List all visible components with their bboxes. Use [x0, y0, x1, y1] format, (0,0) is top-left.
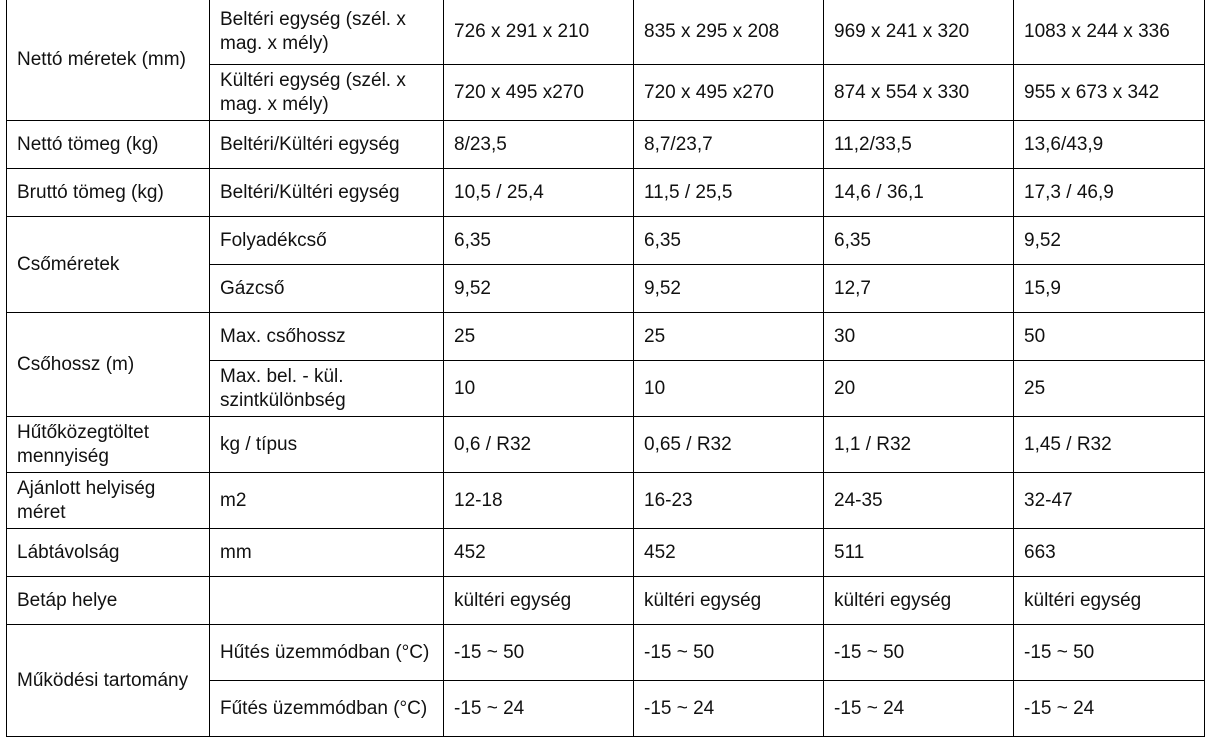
row-label-pipe-sizes: Csőméretek — [7, 217, 210, 313]
row-label-operating-range: Működési tartomány — [7, 625, 210, 737]
table-cell: 10,5 / 25,4 — [444, 169, 634, 217]
table-cell: -15 ~ 24 — [824, 681, 1014, 737]
table-cell: 955 x 673 x 342 — [1014, 65, 1205, 121]
table-cell: 32-47 — [1014, 473, 1205, 529]
table-cell: 50 — [1014, 313, 1205, 361]
table-cell: 25 — [634, 313, 824, 361]
row-label-net-weight: Nettó tömeg (kg) — [7, 121, 210, 169]
sub-label-indoor-unit: Beltéri egység (szél. x mag. x mély) — [210, 0, 444, 65]
table-cell: 6,35 — [824, 217, 1014, 265]
table-row — [7, 121, 1205, 169]
table-cell: 10 — [634, 361, 824, 417]
table-row — [7, 529, 1205, 577]
sub-label-liquid-pipe: Folyadékcső — [210, 217, 444, 265]
table-cell: 13,6/43,9 — [1014, 121, 1205, 169]
row-label-room-size: Ajánlott helyiség méret — [7, 473, 210, 529]
table-cell: -15 ~ 24 — [1014, 681, 1205, 737]
table-cell: -15 ~ 24 — [444, 681, 634, 737]
sub-label-cooling-mode: Hűtés üzemmódban (°C) — [210, 625, 444, 681]
table-cell: 663 — [1014, 529, 1205, 577]
sub-label-heating-mode: Fűtés üzemmódban (°C) — [210, 681, 444, 737]
table-cell: 14,6 / 36,1 — [824, 169, 1014, 217]
table-cell: kültéri egység — [824, 577, 1014, 625]
table-row — [7, 417, 1205, 473]
sub-label-outdoor-unit: Kültéri egység (szél. x mag. x mély) — [210, 65, 444, 121]
table-cell: 0,6 / R32 — [444, 417, 634, 473]
sub-label-refrigerant: kg / típus — [210, 417, 444, 473]
table-cell: 9,52 — [444, 265, 634, 313]
table-row — [7, 313, 1205, 361]
table-cell: 874 x 554 x 330 — [824, 65, 1014, 121]
row-label-gross-weight: Bruttó tömeg (kg) — [7, 169, 210, 217]
table-cell: 12,7 — [824, 265, 1014, 313]
table-cell: 6,35 — [444, 217, 634, 265]
table-cell: 8,7/23,7 — [634, 121, 824, 169]
table-cell: 25 — [444, 313, 634, 361]
table-cell: 835 x 295 x 208 — [634, 0, 824, 65]
sub-label-gas-pipe: Gázcső — [210, 265, 444, 313]
table-cell: 15,9 — [1014, 265, 1205, 313]
table-cell: kültéri egység — [444, 577, 634, 625]
table-cell: 720 x 495 x270 — [444, 65, 634, 121]
table-row — [7, 577, 1205, 625]
sub-label-max-pipe-length: Max. csőhossz — [210, 313, 444, 361]
spec-table — [6, 0, 1205, 737]
table-cell: -15 ~ 50 — [824, 625, 1014, 681]
table-cell: -15 ~ 50 — [1014, 625, 1205, 681]
table-row — [7, 625, 1205, 681]
table-row — [7, 0, 1205, 65]
table-cell: kültéri egység — [634, 577, 824, 625]
table-row — [7, 217, 1205, 265]
table-cell: 20 — [824, 361, 1014, 417]
sub-label-power-supply — [210, 577, 444, 625]
row-label-net-dimensions: Nettó méretek (mm) — [7, 0, 210, 121]
table-cell: 1,1 / R32 — [824, 417, 1014, 473]
table-cell: 969 x 241 x 320 — [824, 0, 1014, 65]
table-cell: 726 x 291 x 210 — [444, 0, 634, 65]
table-cell: 720 x 495 x270 — [634, 65, 824, 121]
table-cell: 452 — [444, 529, 634, 577]
table-cell: 30 — [824, 313, 1014, 361]
sub-label-foot-distance: mm — [210, 529, 444, 577]
table-cell: -15 ~ 50 — [634, 625, 824, 681]
table-cell: -15 ~ 50 — [444, 625, 634, 681]
table-cell: 8/23,5 — [444, 121, 634, 169]
table-cell: 1,45 / R32 — [1014, 417, 1205, 473]
table-row — [7, 473, 1205, 529]
table-row — [7, 169, 1205, 217]
table-cell: 0,65 / R32 — [634, 417, 824, 473]
table-cell: 17,3 / 46,9 — [1014, 169, 1205, 217]
sub-label-net-weight: Beltéri/Kültéri egység — [210, 121, 444, 169]
table-cell: 452 — [634, 529, 824, 577]
table-cell: 25 — [1014, 361, 1205, 417]
table-cell: 9,52 — [1014, 217, 1205, 265]
table-cell: 6,35 — [634, 217, 824, 265]
table-cell: 1083 x 244 x 336 — [1014, 0, 1205, 65]
table-cell: 11,2/33,5 — [824, 121, 1014, 169]
table-cell: 11,5 / 25,5 — [634, 169, 824, 217]
row-label-pipe-length: Csőhossz (m) — [7, 313, 210, 417]
table-cell: 511 — [824, 529, 1014, 577]
sub-label-gross-weight: Beltéri/Kültéri egység — [210, 169, 444, 217]
row-label-refrigerant: Hűtőközegtöltet mennyiség — [7, 417, 210, 473]
sub-label-max-height-difference: Max. bel. - kül. szintkülönbség — [210, 361, 444, 417]
table-cell: 10 — [444, 361, 634, 417]
table-cell: kültéri egység — [1014, 577, 1205, 625]
row-label-power-supply: Betáp helye — [7, 577, 210, 625]
table-cell: 9,52 — [634, 265, 824, 313]
table-cell: 12-18 — [444, 473, 634, 529]
table-cell: 16-23 — [634, 473, 824, 529]
row-label-foot-distance: Lábtávolság — [7, 529, 210, 577]
table-cell: 24-35 — [824, 473, 1014, 529]
table-cell: -15 ~ 24 — [634, 681, 824, 737]
sub-label-room-size: m2 — [210, 473, 444, 529]
